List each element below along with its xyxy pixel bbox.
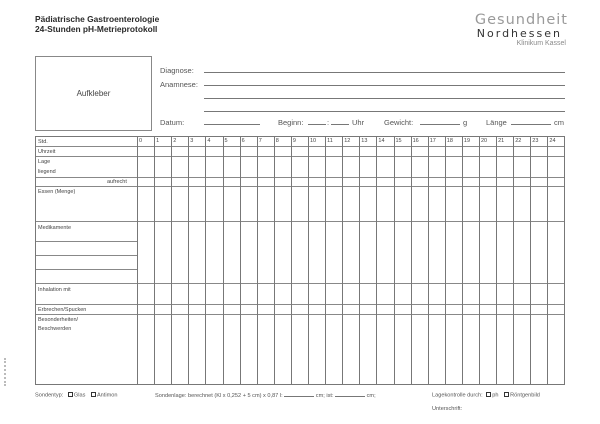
option-roentgenbild-label: Röntgenbild [510,392,540,399]
hour-column-10[interactable] [308,137,309,384]
hour-column-6[interactable] [240,137,241,384]
hour-header: 5 [224,138,228,144]
gewicht-field[interactable] [420,124,460,125]
checkbox-antimon[interactable] [91,392,96,397]
option-ph-label: ph [492,392,499,399]
label-lage: Lage [38,159,51,165]
label-essen: Essen (Menge) [38,189,76,195]
title-line-department: Pädiatrische Gastroenterologie [35,14,160,24]
beginn-hour-field[interactable] [308,124,326,125]
row-erbrechen[interactable] [36,305,564,315]
hour-column-17[interactable] [428,137,429,384]
hour-header: 24 [549,138,556,144]
hour-column-7[interactable] [257,137,258,384]
sondenlage-ist-field[interactable] [335,392,365,397]
option-glas-label: Glas [73,392,86,399]
datum-field[interactable] [204,124,260,125]
gewicht-unit: g [463,118,468,127]
sondenlage-label: Sondenlage: berechnet (Kl x 0,252 + 5 cm) x 0,87 l: [155,393,283,399]
logo-klinikum-kassel: Klinikum Kassel [516,40,566,47]
hour-column-16[interactable] [411,137,412,384]
anamnese-field-line-2[interactable] [204,98,565,99]
hour-header: 12 [344,138,351,144]
laenge-unit: cm [554,118,564,127]
hour-header: 10 [310,138,317,144]
medikamente-subline-3 [36,269,137,270]
label-uhrzeit: Uhrzeit [38,149,56,155]
laenge-label: Länge [486,118,507,127]
hour-column-24[interactable] [547,137,548,384]
hour-header: 15 [395,138,402,144]
sondenlage-group [155,392,376,399]
hour-column-5[interactable] [223,137,224,384]
hour-header: 18 [446,138,453,144]
beginn-unit: Uhr [352,118,365,127]
lagekontrolle-label: Lagekontrolle durch: [432,392,483,399]
protocol-grid [35,136,565,385]
hour-column-20[interactable] [479,137,480,384]
sondentyp-group [35,392,117,399]
sticker-label: Aufkleber [76,89,111,98]
anamnese-label: Anamnese: [160,80,198,89]
label-besonderheiten-2: Beschwerden [38,326,72,332]
row-inhalation[interactable] [36,284,564,305]
hour-column-19[interactable] [462,137,463,384]
hour-column-22[interactable] [513,137,514,384]
beginn-minute-field[interactable] [331,124,349,125]
logo-nordhessen: Nordhessen [476,27,562,40]
hour-header: 20 [481,138,488,144]
label-liegend: liegend [38,169,56,175]
hour-header: 16 [412,138,419,144]
hour-header: 9 [292,138,296,144]
hour-column-11[interactable] [325,137,326,384]
form-id-mark [4,358,6,386]
hour-column-21[interactable] [496,137,497,384]
beginn-label: Beginn: [278,118,304,127]
option-antimon-label: Antimon [96,392,118,399]
hour-column-12[interactable] [342,137,343,384]
hour-header: 14 [378,138,385,144]
label-erbrechen: Erbrechen/Spucken [38,307,87,313]
sondenlage-berechnet-field[interactable] [284,392,314,397]
hour-header: 23 [532,138,539,144]
anamnese-field-line-1[interactable] [204,85,565,86]
checkbox-ph[interactable] [486,392,491,397]
label-std: Std. [38,139,48,145]
label-inhalation: Inhalation mit [38,287,71,293]
logo-gesundheit: Gesundheit [474,12,568,28]
hour-header: 21 [498,138,505,144]
form-title [35,14,159,34]
label-aufrecht: aufrecht [107,179,127,185]
diagnose-label: Diagnose: [160,66,194,75]
hour-header: 22 [515,138,522,144]
hour-header: 11 [327,138,333,144]
hour-column-9[interactable] [291,137,292,384]
unterschrift-label: Unterschrift: [432,406,463,412]
hour-column-0[interactable] [137,137,138,384]
sondentyp-label: Sondentyp: [35,392,64,399]
hour-header: 8 [275,138,279,144]
diagnose-field[interactable] [204,72,565,73]
medikamente-subline-1 [36,241,137,242]
hour-column-15[interactable] [394,137,395,384]
hour-header: 1 [156,138,160,144]
lagekontrolle-group [432,392,540,399]
row-medikamente[interactable] [36,222,564,284]
beginn-separator: : [327,118,330,127]
hour-column-2[interactable] [171,137,172,384]
hour-header: 13 [361,138,368,144]
row-lage-liegend[interactable] [36,157,564,178]
medikamente-subline-2 [36,255,137,256]
laenge-field[interactable] [511,124,551,125]
anamnese-field-line-3[interactable] [204,111,565,112]
gewicht-label: Gewicht: [384,118,414,127]
sticker-area [35,56,152,131]
hour-header: 2 [173,138,177,144]
hour-column-23[interactable] [530,137,531,384]
row-besonderheiten[interactable] [36,315,564,385]
hour-header: 6 [241,138,245,144]
title-line-protocol: 24-Stunden pH-Metrieprotokoll [35,24,158,34]
hour-column-13[interactable] [359,137,360,384]
hour-header: 3 [190,138,194,144]
hour-column-1[interactable] [154,137,155,384]
checkbox-roentgenbild[interactable] [504,392,509,397]
hour-column-18[interactable] [445,137,446,384]
hour-header: 7 [258,138,262,144]
hour-column-14[interactable] [376,137,377,384]
sondenlage-ist-label: cm; ist: [315,393,334,399]
label-medikamente: Medikamente [38,225,72,231]
hour-header: 19 [463,138,471,144]
hour-column-3[interactable] [188,137,189,384]
row-uhrzeit[interactable] [36,147,564,157]
checkbox-glas[interactable] [68,392,73,397]
sondenlage-unit: cm; [366,393,376,399]
hour-header: 17 [429,138,436,144]
row-essen[interactable] [36,187,564,222]
hour-column-8[interactable] [274,137,275,384]
hour-column-4[interactable] [205,137,206,384]
label-besonderheiten-1: Besonderheiten/ [38,317,79,323]
datum-label: Datum: [160,118,185,127]
hour-header: 0 [139,138,143,144]
hour-header: 4 [207,138,211,144]
